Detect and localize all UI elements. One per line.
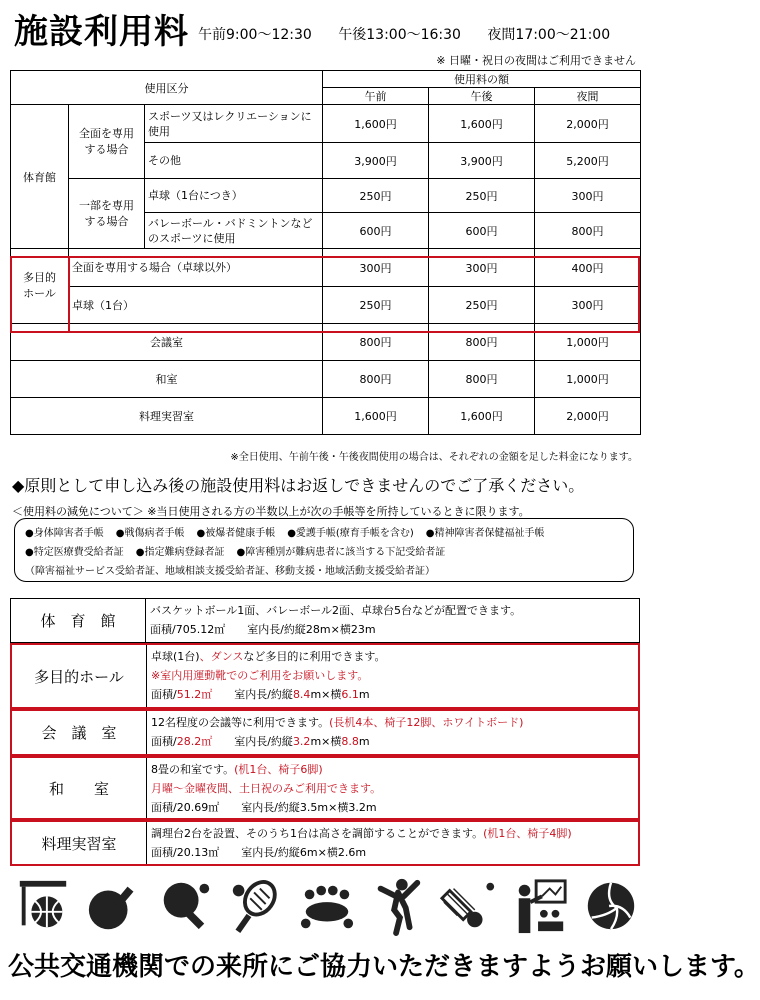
period-afternoon: 午後 — [429, 88, 535, 105]
usage-category-header: 使用区分 — [11, 71, 323, 105]
facility-name: 体 育 館 — [11, 599, 146, 642]
desc-text: 面積/ — [151, 688, 177, 701]
desc-text: 卓球(1台) — [151, 650, 200, 663]
fee-cell: 2,000円 — [535, 398, 641, 435]
combined-use-note: ※全日使用、午前午後・午後夜間使用の場合は、それぞれの金額を足した料金になります。 — [230, 452, 638, 463]
frying-pan-icon — [85, 876, 143, 936]
fee-amount-header: 使用料の額 — [323, 71, 641, 88]
fee-cell: 1,000円 — [535, 324, 641, 361]
highlight-text: 3.2 — [292, 735, 311, 748]
reduction-item: ●戦傷病者手帳 — [115, 528, 185, 539]
volleyball-icon — [582, 876, 640, 936]
facility-row-washitsu — [10, 756, 640, 820]
desc-text: m×横 — [310, 735, 342, 748]
fee-cell: 250円 — [429, 287, 535, 324]
highlight-text: 、ダンス — [199, 650, 244, 663]
facility-desc — [146, 599, 639, 642]
fee-cell: 800円 — [429, 361, 535, 398]
morning-hours: 午前9:00～12:30 — [198, 27, 312, 43]
highlight-text: 6.1 — [341, 688, 359, 701]
reduction-item: ●愛護手帳(療育手帳を含む) — [287, 528, 414, 539]
reduction-note: （障害福祉サービス受給者証、地域相談支援受給者証、移動支援・地域活動支援受給者証） — [25, 566, 435, 577]
facility-desc — [147, 822, 638, 864]
facility-desc-line — [151, 732, 634, 751]
fee-cell: 3,900円 — [429, 143, 535, 179]
holiday-note: ※ 日曜・祝日の夜間はご利用できません — [436, 54, 636, 67]
fee-cell: 1,600円 — [323, 105, 429, 143]
fee-cell: 3,900円 — [323, 143, 429, 179]
desc-text: 面積/ — [151, 735, 177, 748]
highlight-text: 28.2㎡ — [176, 735, 213, 748]
desc-text: バスケットボール1面、バレーボール2面、卓球台5台などが配置できます。 — [150, 604, 522, 617]
desc-text: 室内長/約縦 — [212, 735, 293, 748]
facility-row-gym — [10, 598, 640, 643]
reduction-item: ●障害種別が難病患者に該当する下記受給者証 — [236, 547, 446, 558]
highlight-text: ※室内用運動靴でのご利用をお願いします。 — [151, 669, 369, 682]
desc-text: 面積/705.12㎡ 室内長/約縦28m×横23m — [150, 623, 376, 636]
opening-hours — [198, 26, 632, 44]
fee-cell: 300円 — [323, 249, 429, 287]
period-evening: 夜間 — [535, 88, 641, 105]
fee-cell: 400円 — [535, 249, 641, 287]
row-label: 卓球（1台） — [69, 287, 323, 324]
facility-desc-line — [151, 666, 634, 685]
facility-row-cooking — [10, 820, 640, 866]
no-refund-notice: ◆原則として申し込み後の施設使用料はお返しできませんのでご了承ください。 — [12, 476, 585, 495]
period-morning: 午前 — [323, 88, 429, 105]
desc-text: m — [358, 688, 370, 701]
desc-text: など多目的に利用できます。 — [243, 650, 386, 663]
dance-icon — [369, 876, 427, 936]
facility-name: 会 議 室 — [12, 711, 147, 754]
fee-cell: 600円 — [323, 213, 429, 249]
fee-table — [10, 70, 641, 435]
facility-desc-line — [150, 620, 635, 639]
partial-use-label: 一部を専用 する場合 — [69, 179, 145, 249]
facility-desc — [147, 758, 638, 818]
facility-desc-line — [151, 779, 634, 798]
fee-reduction-title: ＜使用料の減免について＞ ※当日使用される方の半数以上が次の手帳等を所持しているときに限ります。 — [12, 505, 530, 518]
fee-cell: 2,000円 — [535, 105, 641, 143]
desc-text: 室内長/約縦 — [212, 688, 293, 701]
row-label: 和室 — [11, 361, 323, 398]
desc-text: m — [358, 735, 370, 748]
fee-cell: 250円 — [323, 179, 429, 213]
reduction-item: ●身体障害者手帳 — [25, 528, 104, 539]
row-label: スポーツ又はレクリエーションに使用 — [145, 105, 323, 143]
highlight-text: (長机4本、椅子12脚、ホワイトボード) — [329, 716, 524, 729]
fee-cell: 800円 — [323, 324, 429, 361]
desc-text: m×横 — [310, 688, 342, 701]
facility-desc-line — [151, 760, 634, 779]
reduction-item: ●精神障害者保健福祉手帳 — [425, 528, 545, 539]
fee-reduction-box — [14, 518, 634, 582]
facility-desc — [147, 711, 638, 754]
desc-text: 調理台2台を設置、そのうち1台は高さを調節することができます。 — [151, 827, 484, 840]
reduction-item: ●指定難病登録者証 — [135, 547, 225, 558]
desc-text: 面積/20.69㎡ 室内長/約縦3.5m×横3.2m — [151, 801, 377, 814]
facility-desc-line — [151, 824, 634, 843]
activity-icons — [14, 876, 640, 940]
afternoon-hours: 午後13:00～16:30 — [338, 27, 461, 43]
desc-text: 12名程度の会議等に利用できます。 — [151, 716, 330, 729]
basketball-icon — [14, 876, 72, 936]
fee-cell: 250円 — [429, 179, 535, 213]
facility-name: 料理実習室 — [12, 822, 147, 864]
highlight-text: 8.8 — [341, 735, 359, 748]
footer-message: 公共交通機関での来所にご協力いただきますようお願いします。 — [8, 952, 760, 982]
full-use-label: 全面を専用 する場合 — [69, 105, 145, 179]
lecture-icon — [511, 876, 569, 936]
row-label: 料理実習室 — [11, 398, 323, 435]
facility-desc-line — [151, 713, 634, 732]
fee-cell: 600円 — [429, 213, 535, 249]
gym-label: 体育館 — [11, 105, 69, 249]
facility-row-hall — [10, 643, 640, 709]
highlight-text: 8.4 — [292, 688, 311, 701]
fee-cell: 1,600円 — [323, 398, 429, 435]
facility-desc-line — [151, 843, 634, 862]
facility-desc — [147, 645, 638, 707]
facility-name: 和 室 — [12, 758, 147, 818]
reduction-item: ●被爆者健康手帳 — [196, 528, 276, 539]
row-label: その他 — [145, 143, 323, 179]
desc-text: 8畳の和室です。 — [151, 763, 235, 776]
fee-cell: 300円 — [535, 179, 641, 213]
row-label: バレーボール・バドミントンなどのスポーツに使用 — [145, 213, 323, 249]
evening-hours: 夜間17:00～21:00 — [487, 27, 611, 43]
meeting-icon — [298, 876, 356, 936]
facility-desc-line — [151, 798, 634, 817]
highlight-text: (机1台、椅子4脚) — [483, 827, 572, 840]
fee-cell: 250円 — [323, 287, 429, 324]
page-title: 施設利用料 — [14, 12, 189, 52]
facility-row-meeting — [10, 709, 640, 756]
tennis-icon — [227, 876, 285, 936]
facility-desc-line — [151, 685, 634, 704]
fee-cell: 1,600円 — [429, 398, 535, 435]
highlight-text: 51.2㎡ — [176, 688, 213, 701]
multipurpose-hall-label: 多目的 ホール — [11, 249, 69, 324]
highlight-text: (机1台、椅子6脚) — [234, 763, 323, 776]
highlight-text: 月曜～金曜夜間、土日祝のみご利用できます。 — [151, 782, 382, 795]
fee-cell: 800円 — [323, 361, 429, 398]
fee-cell: 800円 — [429, 324, 535, 361]
fee-cell: 1,000円 — [535, 361, 641, 398]
fee-cell: 800円 — [535, 213, 641, 249]
row-label: 会議室 — [11, 324, 323, 361]
facility-name: 多目的ホール — [12, 645, 147, 707]
reduction-item: ●特定医療費受給者証 — [25, 547, 124, 558]
table-tennis-icon — [156, 876, 214, 936]
badminton-icon — [440, 876, 498, 936]
fee-cell: 5,200円 — [535, 143, 641, 179]
desc-text: 面積/20.13㎡ 室内長/約縦6m×横2.6m — [151, 846, 367, 859]
facility-desc-line — [151, 647, 634, 666]
row-label: 全面を専用する場合（卓球以外） — [69, 249, 323, 287]
fee-cell: 1,600円 — [429, 105, 535, 143]
fee-cell: 300円 — [535, 287, 641, 324]
facility-desc-line — [150, 601, 635, 620]
fee-cell: 300円 — [429, 249, 535, 287]
row-label: 卓球（1台につき） — [145, 179, 323, 213]
